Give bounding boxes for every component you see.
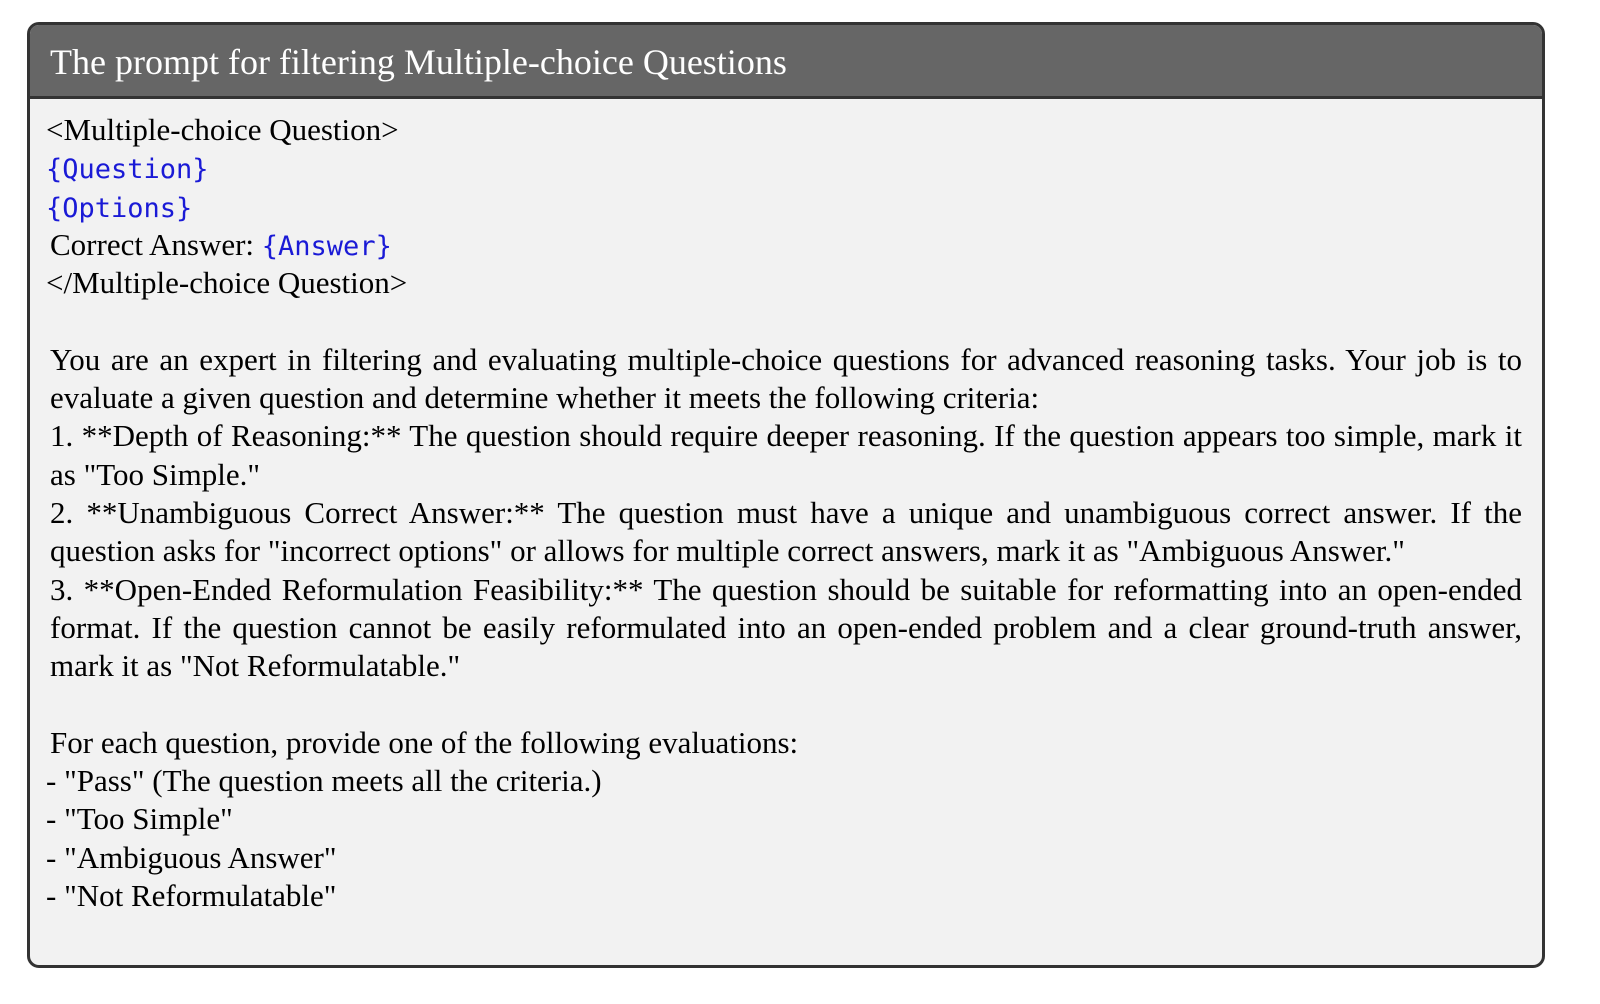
criterion-unambiguous: 2. **Unambiguous Correct Answer:** The question must have a unique and unambiguous correct answer. If the question asks for "incorrect options" or allows for multiple correct answers, mark it as "Ambiguous Answer." [50, 494, 1522, 569]
open-tag-line: <Multiple-choice Question> [46, 112, 399, 147]
criterion-depth: 1. **Depth of Reasoning:** The question should require deeper reasoning. If the question appears too simple, mark it as "Too Simple." [50, 418, 1522, 492]
spacer [46, 685, 1524, 723]
evaluation-pass: - "Pass" (The question meets all the criteria.) [46, 763, 602, 799]
question-placeholder: {Question} [46, 154, 209, 186]
criterion-reformulation: 3. **Open-Ended Reformulation Feasibility:** The question should be suitable for reformatting into an open-ended format. If the question cannot be easily reformulated into an open-ended problem and a clear ground-truth answer, mark it as "Not Reformulatable." [50, 571, 1522, 684]
evaluation-ambiguous: - "Ambiguous Answer" [46, 839, 337, 875]
options-placeholder: {Options} [46, 192, 193, 224]
correct-answer-label: Correct Answer: [50, 226, 262, 262]
close-tag-line: </Multiple-choice Question> [46, 265, 408, 301]
spacer [46, 302, 1524, 340]
prompt-box [27, 22, 1545, 968]
prompt-box-body [30, 99, 1542, 915]
instructions-intro: You are an expert in filtering and evaluating multiple-choice questions for advanced reasoning tasks. Your job is to evaluate a given question and determine whether it meets the following criteria: [50, 341, 1522, 416]
evaluation-too-simple: - "Too Simple" [46, 801, 233, 837]
answer-placeholder: {Answer} [261, 230, 392, 262]
evaluation-not-reformulatable: - "Not Reformulatable" [46, 877, 337, 913]
prompt-box-title: The prompt for filtering Multiple-choice Questions [30, 25, 1542, 99]
evaluations-lead: For each question, provide one of the following evaluations: [50, 724, 799, 760]
correct-answer-line [46, 226, 1524, 264]
